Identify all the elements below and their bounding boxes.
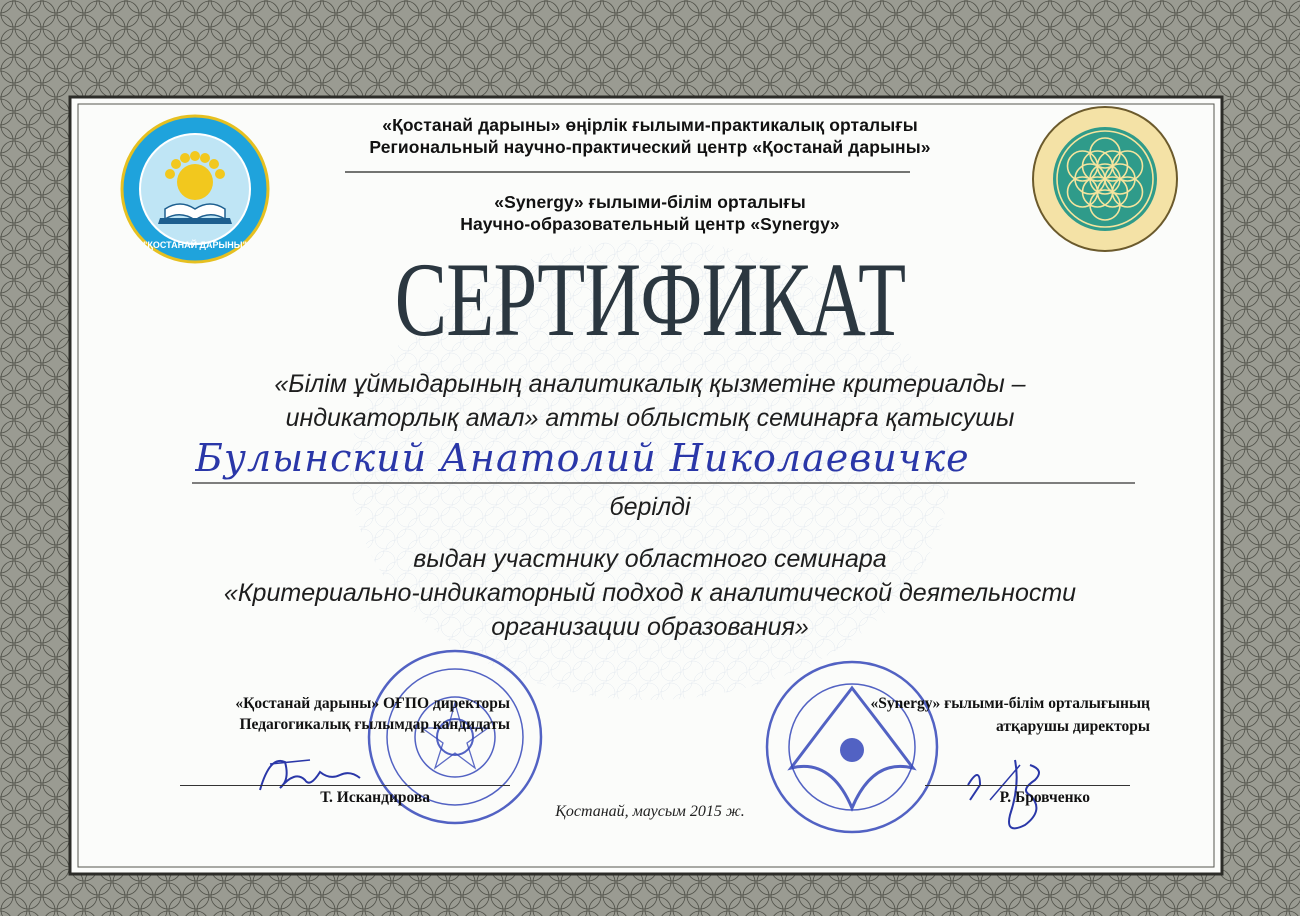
right-signature-line <box>925 785 1130 786</box>
body-ru-line3: организации образования» <box>491 613 809 641</box>
issued-kz: берілді <box>609 493 691 521</box>
org1-kz-name: «Қостанай дарыны» өңірлік ғылыми-практикалық орталығы <box>382 115 918 135</box>
recipient-name: Булынский Анатолий Николаевичке <box>195 436 970 480</box>
org2-ru-name: Научно-образовательный центр «Synergy» <box>460 214 840 234</box>
stamp-right <box>763 658 941 836</box>
left-signature-line <box>180 785 510 786</box>
org1-ru-name: Региональный научно-практический центр «Қостанай дарыны» <box>369 137 931 157</box>
right-signatory-title1: «Synergy» ғылыми-білім орталығының <box>870 695 1150 712</box>
org2-kz-name: «Synergy» ғылыми-білім орталығы <box>494 192 806 212</box>
left-signatory-title1: «Қостанай дарыны» ОҒПО директоры <box>235 695 510 712</box>
left-signatory-name: Т. Искандирова <box>320 789 430 806</box>
body-kz-line2: индикаторлық амал» атты облыстық семинарға қатысушы <box>285 404 1015 432</box>
right-signatory-title2: атқарушы директоры <box>996 718 1150 735</box>
place-date: Қостанай, маусым 2015 ж. <box>555 803 745 820</box>
logo-left-ring-text: "ҚОСТАНАЙ ДАРЫНЫ" <box>143 240 247 250</box>
left-signatory-title2: Педагогикалық ғылымдар кандидаты <box>239 716 510 733</box>
certificate-title: СЕРТИФИКАТ <box>394 241 906 358</box>
body-ru-line2: «Критериально-индикаторный подход к аналитической деятельности <box>223 579 1077 607</box>
right-signatory-name: Р. Бровченко <box>999 789 1090 806</box>
body-kz-line1: «Білім ұймыдарының аналитикалық қызметіне критериалды – <box>274 370 1026 398</box>
body-ru-line1: выдан участнику областного семинара <box>413 545 887 573</box>
